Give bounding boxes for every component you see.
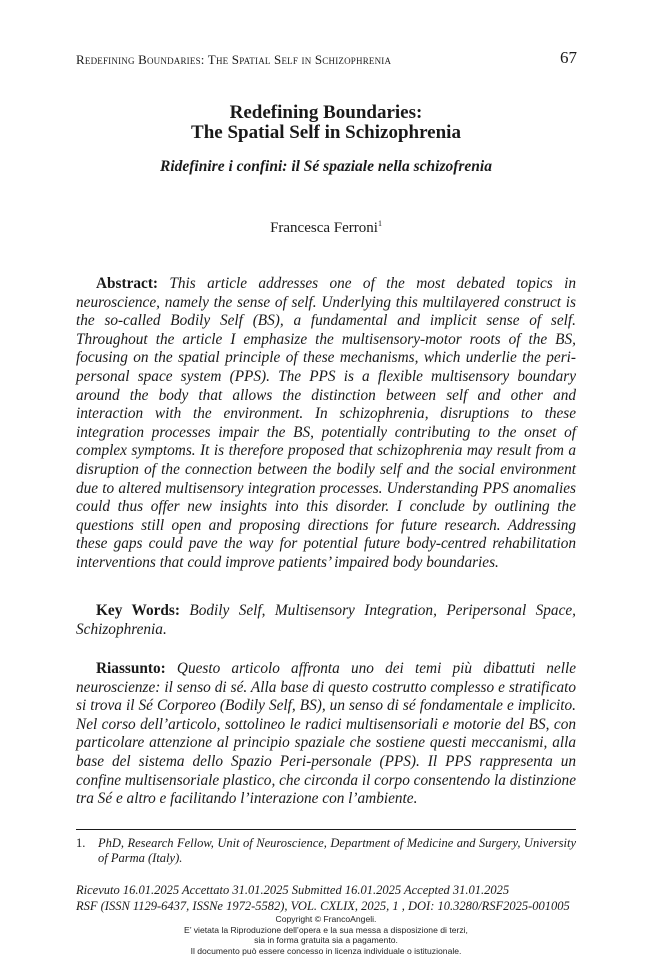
riassunto-label: Riassunto: — [96, 660, 166, 677]
article-subtitle: Ridefinire i confini: il Sé spaziale nella schizofrenia — [160, 158, 492, 175]
copyright-line-4: Il documento può essere concesso in licenza individuale o istituzionale. — [190, 945, 462, 956]
publication-info — [76, 882, 576, 914]
received-dates: Ricevuto 16.01.2025 Accettato 31.01.2025 Submitted 16.01.2025 Accepted 31.01.2025 — [76, 883, 510, 897]
title-line-1: Redefining Boundaries: — [229, 102, 423, 123]
abstract-text: This article addresses one of the most debated topics in neuroscience, namely the sense of self. Underlying this multilayered construct is the so-called Bodily Self (BS), a fundamental and implicit sense of self. Throughout the article I emphasize the multisensory-motor roots of the BS, focusing on the spatial principle of these mechanisms, which underlie the peri-personal space system (PPS). The PPS is a flexible multisensory boundary around the body that allows the distinction between self and other and interaction with the environment. In schizophrenia, disruptions to these integration processes impair the BS, potentially contributing to the onset of complex symptoms. It is therefore proposed that schizophrenia may result from a disruption of the connection between the bodily self and the social environment due to altered multisensory integration processes. Understanding PPS anomalies could thus offer new insights into this disorder. I conclude by outlining the questions still open and proposing directions for future research. Addressing these gaps could pave the way for potential future body-centred rehabilitation interventions that could improve patients’ impaired body boundaries. — [76, 275, 576, 571]
article-title — [76, 103, 576, 143]
footnote-divider — [76, 829, 576, 830]
footnote-number: 1. — [76, 836, 86, 850]
keywords-text: Bodily Self, Multisensory Integration, Peripersonal Space, Schizophrenia. — [76, 602, 576, 638]
riassunto-text: Questo articolo affronta uno dei temi più dibattuti nelle neuroscienze: il senso di sé. Alla base di questo costrutto complesso e stratificato si trova il Sé Corporeo (Bodily Self, BS), un senso di sé fondamentale e implicito. Nel corso dell’articolo, sottolineo le radici multisensoriali e motorie del BS, con particolare attenzione al principio spaziale che sostiene questi meccanismi, alla base del sistema dello Spazio Peri-personale (PPS). Il PPS rappresenta un confine multisensoriale plastico, che circonda il corpo consentendo la distinzione tra Sé e altro e facilitando l’interazione con l’ambiente. — [76, 660, 577, 808]
footnote — [76, 836, 576, 866]
footnote-text: PhD, Research Fellow, Unit of Neuroscience, Department of Medicine and Surgery, University of Parma (Italy). — [98, 836, 576, 865]
running-title: Redefining Boundaries: The Spatial Self in Schizophrenia — [76, 52, 392, 67]
author-footnote-marker: 1 — [377, 219, 382, 228]
keywords-paragraph — [76, 602, 576, 639]
title-line-2: The Spatial Self in Schizophrenia — [191, 122, 461, 143]
abstract-label: Abstract: — [96, 275, 159, 292]
page-number: 67 — [560, 48, 577, 67]
copyright-line-1: Copyright © FrancoAngeli. — [275, 914, 377, 924]
copyright-notice — [76, 914, 576, 956]
author-line — [76, 219, 576, 237]
author-name: Francesca Ferroni — [270, 220, 378, 236]
riassunto-paragraph — [76, 660, 576, 809]
copyright-line-3: sia in forma gratuita sia a pagamento. — [254, 935, 398, 945]
copyright-line-2: E’ vietata la Riproduzione dell’opera e la sua messa a disposizione di terzi, — [184, 924, 468, 935]
citation-doi: RSF (ISSN 1129-6437, ISSNe 1972-5582), VOL. CXLIX, 2025, 1 , DOI: 10.3280/RSF2025-001005 — [76, 899, 570, 913]
keywords-label: Key Words: — [96, 602, 180, 619]
abstract-paragraph — [76, 275, 576, 573]
